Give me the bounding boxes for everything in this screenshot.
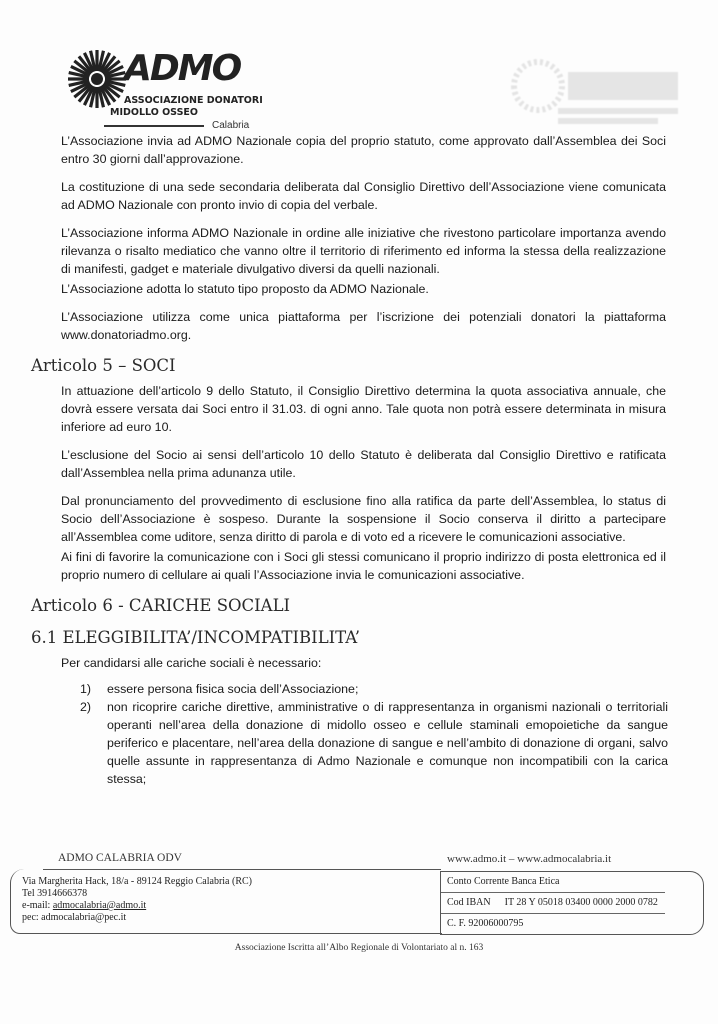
footer-email-row <box>22 900 252 912</box>
wheel-hub <box>91 73 103 85</box>
paragraph-membership-fee: In attuazione dell’articolo 9 dello Statuto, il Consiglio Direttivo determina la quota associativa annuale, che dovrà essere versata dai Soci entro il 31.03. di ogni anno. Tale quota non potrà essere determinata in misura inferiore ad euro 10. <box>61 384 666 434</box>
sunburst-wheel-icon <box>66 48 128 110</box>
footer-iban-divider <box>441 913 665 914</box>
list-item <box>80 698 668 788</box>
footer-org-name: ADMO CALABRIA ODV <box>58 852 182 864</box>
list-item <box>80 680 668 698</box>
footer-email-label: e-mail: <box>22 900 53 911</box>
section-6-1-heading: 6.1 ELEGGIBILITA’/INCOMPATIBILITA’ <box>31 628 361 647</box>
list-item-text: essere persona fisica socia dell’Associazione; <box>107 682 359 696</box>
bleed-through-logo <box>508 58 678 143</box>
article6-heading: Articolo 6 - CARICHE SOCIALI <box>31 596 291 615</box>
list-item-text: non ricoprire cariche direttive, amministrative o di rappresentanza in organismi nazionali o territoriali operanti nell’area della donazione di midollo osseo e cellule staminali emopoietiche da sangue periferico e placentare, nell’area della donazione di sangue e nell’ambito di donazione di organi, salvo quelle assunte in rappresentanza di Admo Nazionale e comunque non incompatibili con la carica stessa; <box>107 700 668 786</box>
logo-line2: MIDOLLO OSSEO <box>110 107 199 118</box>
footer-websites[interactable]: www.admo.it – www.admocalabria.it <box>447 853 612 865</box>
paragraph-suspension: Dal pronunciamento del provvedimento di esclusione fino alla ratifica da parte dell’Assemblea, lo status di Socio dell’Associazione è sospeso. Durante la sospensione il Socio conserva il diritto a partecipare all’Assemblea come uditore, senza diritto di parola e di voto ed a ricevere le comunicazioni associative. <box>61 494 666 544</box>
footer-pec: pec: admocalabria@pec.it <box>22 912 127 923</box>
list-item-number: 1) <box>80 682 92 696</box>
footer-iban: IT 28 Y 05018 03400 0000 2000 0782 <box>504 897 658 908</box>
paragraph-secondary-office: La costituzione di una sede secondaria deliberata dal Consiglio Direttivo dell’Associazione viene comunicata ad ADMO Nazionale con pronto invio di copia del verbale. <box>61 180 666 212</box>
requirements-list <box>80 680 668 788</box>
footer-tel: Tel 3914666378 <box>22 888 88 899</box>
logo-region: Calabria <box>212 120 250 131</box>
list-item-number: 2) <box>80 700 92 714</box>
footer-email-link[interactable]: admocalabria@admo.it <box>52 900 147 911</box>
footer-bank-divider <box>441 892 665 893</box>
footer-iban-row <box>447 897 658 909</box>
footer-cf: C. F. 92006000795 <box>447 918 524 929</box>
admo-logo <box>66 45 276 135</box>
paragraph-statute-copy: L’Associazione invia ad ADMO Nazionale copia del proprio statuto, come approvato dall’Assemblea dei Soci entro 30 giorni dall’approvazione. <box>61 134 666 166</box>
article5-heading: Articolo 5 – SOCI <box>31 356 176 375</box>
logo-wordmark: ADMO <box>124 48 241 89</box>
footer-bank: Conto Corrente Banca Etica <box>447 876 560 887</box>
paragraph-communication: Ai fini di favorire la comunicazione con i Soci gli stessi comunicano il proprio indirizzo di posta elettronica ed il proprio numero di cellulare ai quali l’Associazione invia le comunicazioni associative. <box>61 550 666 582</box>
logo-rule <box>104 125 204 127</box>
document-body <box>31 132 671 788</box>
paragraph-exclusion: L’esclusione del Socio ai sensi dell’articolo 10 dello Statuto è deliberata dal Consiglio Direttivo e ratificata dall’Assemblea nella prima adunanza utile. <box>61 448 666 480</box>
footer-address: Via Margherita Hack, 18/a - 89124 Reggio Calabria (RC) <box>22 876 252 887</box>
logo-line1: ASSOCIAZIONE DONATORI <box>124 95 263 106</box>
paragraph-platform: L’Associazione utilizza come unica piattaforma per l’iscrizione dei potenziali donatori la piattaforma www.donatoriadmo.org. <box>61 310 666 342</box>
footer-registry: Associazione Iscritta all’Albo Regionale di Volontariato al n. 163 <box>234 943 484 953</box>
footer-bank-box <box>440 871 704 935</box>
requirements-intro: Per candidarsi alle cariche sociali è necessario: <box>61 656 322 670</box>
footer-iban-label: Cod IBAN <box>447 897 491 908</box>
paragraph-statute-type: L’Associazione adotta lo statuto tipo proposto da ADMO Nazionale. <box>61 282 429 296</box>
paragraph-initiatives: L’Associazione informa ADMO Nazionale in ordine alle iniziative che rivestono particolare importanza avendo rilevanza o risalto mediatico che vanno oltre il territorio di riferimento ed informa la stessa della realizzazione di manifesti, gadget e materiale divulgativo diversi da quelli nazionali. <box>61 226 666 276</box>
footer-address-block <box>22 876 252 924</box>
